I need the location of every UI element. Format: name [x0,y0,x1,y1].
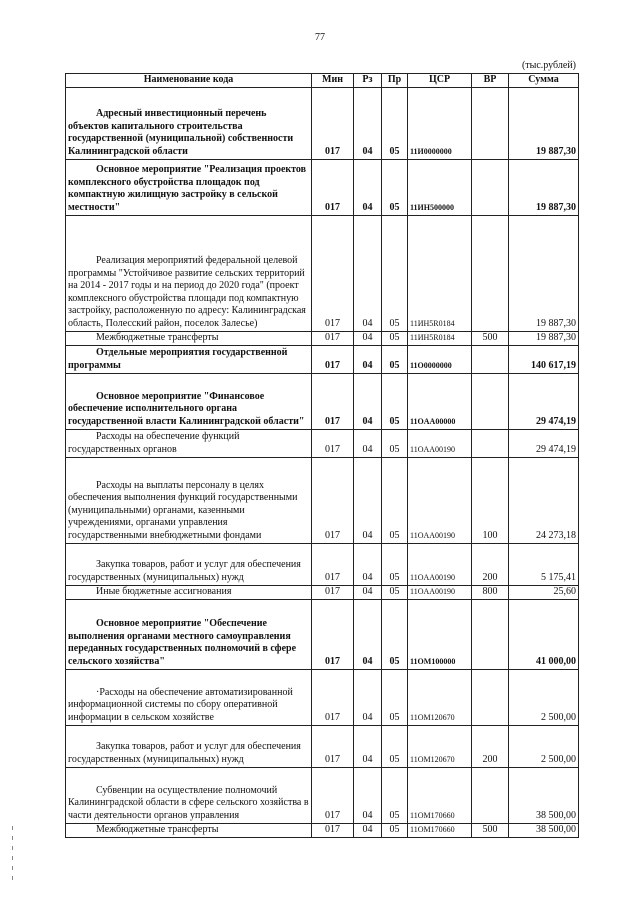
row-pr: 05 [382,159,408,215]
row-rz: 04 [354,543,382,585]
row-rz: 04 [354,215,382,331]
row-pr: 05 [382,87,408,159]
table-row [66,543,579,585]
row-csr: 11OAA00190 [408,429,472,457]
row-rz: 04 [354,429,382,457]
row-csr: 11ИН5R0184 [408,215,472,331]
row-csr: 11O0000000 [408,345,472,373]
row-pr: 05 [382,429,408,457]
row-name-text: Основное мероприятие "Обеспечение выполнения органами местного самоуправления переданных государственных полномочий в сфере сельского хозяйства" [68,618,297,667]
row-pr: 05 [382,725,408,767]
row-name-text: ·Расходы на обеспечение автоматизированной информационной системы по сбору оперативной информации в сельском хозяйстве [68,686,293,723]
header-csr: ЦСР [408,74,472,88]
row-sum: 29 474,19 [509,429,579,457]
row-rz: 04 [354,87,382,159]
row-name [66,373,312,429]
row-vr [472,373,509,429]
row-min: 017 [312,159,354,215]
row-vr [472,429,509,457]
row-name [66,429,312,457]
row-csr: 11ИН5R0184 [408,331,472,345]
table-row [66,725,579,767]
row-csr: 11OAA00190 [408,457,472,543]
row-vr: 200 [472,543,509,585]
row-csr: 11OAA00000 [408,373,472,429]
row-min: 017 [312,345,354,373]
row-name-text: Отдельные мероприятия государственной программы [68,347,288,371]
row-sum: 38 500,00 [509,823,579,837]
row-pr: 05 [382,457,408,543]
row-csr: 11OM170660 [408,767,472,823]
row-vr [472,159,509,215]
row-sum: 5 175,41 [509,543,579,585]
row-min: 017 [312,725,354,767]
row-rz: 04 [354,585,382,599]
row-pr: 05 [382,585,408,599]
table-row [66,823,579,837]
row-vr: 200 [472,725,509,767]
row-vr [472,599,509,669]
row-min: 017 [312,429,354,457]
row-rz: 04 [354,457,382,543]
row-min: 017 [312,767,354,823]
row-min: 017 [312,457,354,543]
row-sum: 2 500,00 [509,725,579,767]
row-name [66,159,312,215]
table-row [66,373,579,429]
row-name-text: Закупка товаров, работ и услуг для обеспечения государственных (муниципальных) нужд [68,559,301,583]
row-vr [472,215,509,331]
row-name [66,543,312,585]
table-row [66,767,579,823]
table-row [66,599,579,669]
row-csr: 11OM120670 [408,669,472,725]
row-name-text: Иные бюджетные ассигнования [96,586,232,597]
table-row [66,331,579,345]
row-csr: 11OAA00190 [408,585,472,599]
row-sum: 19 887,30 [509,87,579,159]
row-vr [472,669,509,725]
table-body [66,87,579,837]
row-sum: 2 500,00 [509,669,579,725]
row-name [66,599,312,669]
row-name-text: Субвенции на осуществление полномочий Калининградской области в сфере сельского хозяйства в части деятельности органов управления [68,784,309,821]
row-rz: 04 [354,159,382,215]
row-pr: 05 [382,331,408,345]
row-csr: 11OM100000 [408,599,472,669]
units-label: (тыс.рублей) [521,60,576,71]
row-pr: 05 [382,669,408,725]
row-pr: 05 [382,599,408,669]
row-min: 017 [312,585,354,599]
row-name [66,767,312,823]
header-sum: Сумма [509,74,579,88]
row-name-text: Расходы на обеспечение функций государственных органов [68,431,240,455]
row-vr: 800 [472,585,509,599]
row-min: 017 [312,669,354,725]
row-min: 017 [312,373,354,429]
header-name: Наименование кода [66,74,312,88]
row-min: 017 [312,87,354,159]
row-pr: 05 [382,373,408,429]
row-csr: 11И0000000 [408,87,472,159]
header-pr: Пр [382,74,408,88]
row-sum: 140 617,19 [509,345,579,373]
header-min: Мин [312,74,354,88]
table-row [66,215,579,331]
row-name [66,823,312,837]
table-row [66,669,579,725]
row-name-text: Реализация мероприятий федеральной целевой программы "Устойчивое развитие сельских территорий на 2014 - 2017 годы и на период до 2020 года" (проект комплексного обустройства площади под компактную застройку, расположенную по адресу: Калининградская область, Полесский район, поселок Залесье) [68,255,306,329]
table-header [66,74,579,88]
row-rz: 04 [354,331,382,345]
row-name [66,669,312,725]
row-min: 017 [312,331,354,345]
row-rz: 04 [354,669,382,725]
row-name [66,725,312,767]
table-row [66,585,579,599]
row-rz: 04 [354,725,382,767]
row-name-text: Основное мероприятие "Реализация проектов комплексного обустройства площадок под компактную жилищную застройку в сельской местности" [68,164,307,213]
row-vr: 100 [472,457,509,543]
margin-marks [10,820,16,900]
row-name-text: Адресный инвестиционный перечень объектов капитального строительства государственной (муниципальной) собственности Калининградской области [68,108,294,157]
row-pr: 05 [382,823,408,837]
row-name [66,215,312,331]
row-csr: 11OM120670 [408,725,472,767]
row-min: 017 [312,543,354,585]
budget-table [65,73,579,838]
table-row [66,159,579,215]
row-min: 017 [312,599,354,669]
row-rz: 04 [354,823,382,837]
table-row [66,457,579,543]
table-row [66,429,579,457]
row-sum: 19 887,30 [509,159,579,215]
row-vr [472,345,509,373]
row-name-text: Межбюджетные трансферты [96,824,219,835]
row-csr: 11ИН500000 [408,159,472,215]
row-sum: 41 000,00 [509,599,579,669]
row-name [66,87,312,159]
row-rz: 04 [354,373,382,429]
row-name-text: Расходы на выплаты персоналу в целях обеспечения выполнения функций государственными (муниципальными) органами, казенными учреждениями, органами управления государственными внебюджетными фондами [68,479,298,541]
row-name [66,331,312,345]
row-sum: 19 887,30 [509,331,579,345]
row-pr: 05 [382,215,408,331]
row-csr: 11OAA00190 [408,543,472,585]
row-name-text: Основное мероприятие "Финансовое обеспечение исполнительного органа государственной власти Калининградской области" [68,390,305,427]
page-number: 77 [315,32,325,43]
row-sum: 19 887,30 [509,215,579,331]
row-name [66,585,312,599]
row-rz: 04 [354,599,382,669]
row-rz: 04 [354,767,382,823]
table-row [66,87,579,159]
row-min: 017 [312,215,354,331]
row-name [66,457,312,543]
row-pr: 05 [382,345,408,373]
row-vr: 500 [472,331,509,345]
row-vr [472,87,509,159]
row-rz: 04 [354,345,382,373]
row-vr: 500 [472,823,509,837]
row-name [66,345,312,373]
row-sum: 25,60 [509,585,579,599]
row-name-text: Закупка товаров, работ и услуг для обеспечения государственных (муниципальных) нужд [68,741,301,765]
row-min: 017 [312,823,354,837]
row-pr: 05 [382,767,408,823]
row-vr [472,767,509,823]
row-csr: 11OM170660 [408,823,472,837]
row-sum: 29 474,19 [509,373,579,429]
row-name-text: Межбюджетные трансферты [96,332,219,343]
row-sum: 38 500,00 [509,767,579,823]
row-sum: 24 273,18 [509,457,579,543]
table-row [66,345,579,373]
header-vr: ВР [472,74,509,88]
row-pr: 05 [382,543,408,585]
header-rz: Рз [354,74,382,88]
